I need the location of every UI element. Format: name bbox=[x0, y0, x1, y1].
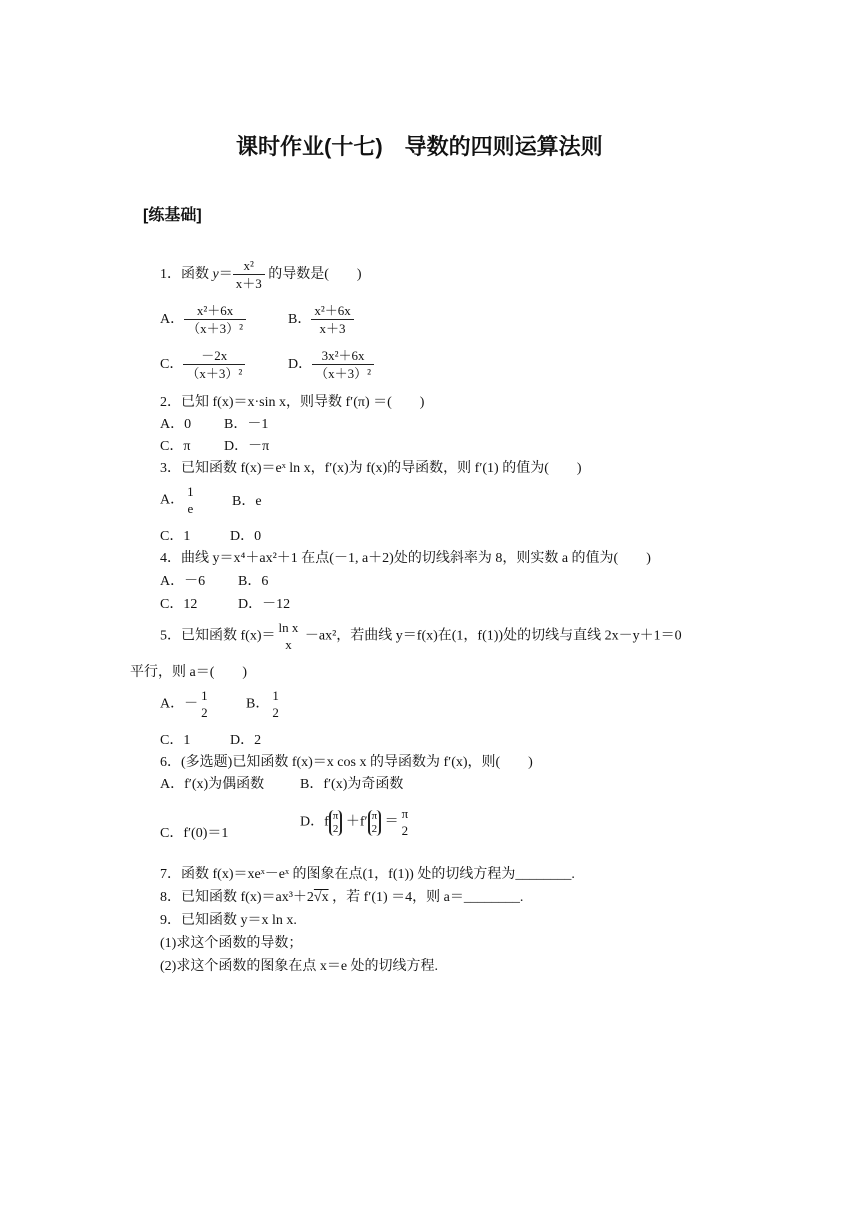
q1-b-frac bbox=[311, 303, 353, 337]
question-2-stem: 2．已知 f(x)＝x·sin x，则导数 f′(π) ＝( ) bbox=[160, 395, 425, 410]
q2-option-b: B．－1 bbox=[224, 417, 269, 432]
section-heading: [练基础] bbox=[143, 207, 202, 224]
q1-d-frac bbox=[312, 348, 374, 382]
q1-b-den: x＋3 bbox=[319, 321, 346, 336]
q6-d-label: D．f bbox=[300, 814, 329, 830]
q7-text-a: 7．函数 f(x)＝xeˣ－eˣ 的图象在点 bbox=[160, 867, 363, 882]
q5-stem-continued: 平行，则 a＝( ) bbox=[130, 665, 248, 680]
q3-a-label: A． bbox=[160, 492, 185, 508]
q1-d-label: D． bbox=[288, 357, 313, 373]
q6-d-arg2-two: 2 bbox=[371, 822, 378, 835]
q1-c-label: C． bbox=[160, 357, 184, 373]
q5-option-d: D．2 bbox=[230, 733, 262, 748]
q3-option-d: D．0 bbox=[230, 529, 262, 544]
q1-a-num: x²＋6x bbox=[184, 303, 246, 320]
q1-option-d bbox=[288, 348, 374, 382]
q5-a-frac bbox=[198, 688, 211, 721]
q6-option-c: C．f′(0)＝1 bbox=[160, 826, 229, 841]
q5-a-label: A．－ bbox=[160, 696, 199, 712]
q3-a-frac bbox=[184, 484, 197, 517]
q1-option-b bbox=[288, 303, 354, 337]
q6-d-eq: ＝ bbox=[384, 814, 399, 830]
q5-option-c: C．1 bbox=[160, 733, 191, 748]
q5-b-num: 1 bbox=[272, 688, 279, 703]
question-7-stem bbox=[160, 866, 575, 884]
q5-text-b: －ax²，若曲线 y＝f(x)在(1，f(1))处的切线与直线 2x－y＋1＝0 bbox=[301, 628, 682, 644]
q6-d-arg1-two: 2 bbox=[332, 822, 339, 835]
q5-a-num: 1 bbox=[201, 688, 208, 703]
question-1-stem bbox=[160, 258, 362, 292]
q3-a-den: e bbox=[187, 501, 194, 516]
q1-c-frac bbox=[183, 348, 245, 382]
q5-b-label: B． bbox=[246, 696, 270, 712]
q5-b-frac bbox=[269, 688, 282, 721]
question-6-stem: 6．(多选题)已知函数 f(x)＝x cos x 的导函数为 f′(x)，则( ) bbox=[160, 755, 533, 770]
q1-option-a bbox=[160, 303, 246, 337]
q4-option-a: A．－6 bbox=[160, 574, 206, 589]
q7-text-b: 处的切线方程为________. bbox=[413, 867, 575, 882]
q1-den: x＋3 bbox=[235, 276, 262, 291]
q4-option-d: D．－12 bbox=[238, 597, 291, 612]
question-8-stem bbox=[160, 889, 523, 907]
q4-option-c: C．12 bbox=[160, 597, 198, 612]
q2-option-d: D．－π bbox=[224, 439, 270, 454]
q1-fraction bbox=[233, 258, 265, 292]
q6-option-a: A．f′(x)为偶函数 bbox=[160, 777, 265, 792]
q6-d-mid: ＋f′ bbox=[345, 814, 368, 830]
q3-a-num: 1 bbox=[187, 484, 194, 499]
q1-a-den: （x＋3）² bbox=[187, 321, 244, 336]
q8-text-a: 8．已知函数 f(x)＝ax³＋2 bbox=[160, 890, 314, 905]
q3-option-a bbox=[160, 484, 197, 517]
q1-b-label: B． bbox=[288, 312, 312, 328]
question-4-stem: 4．曲线 y＝x⁴＋ax²＋1 在点(－1, a＋2)处的切线斜率为 8，则实数 a 的值为( ) bbox=[160, 551, 651, 566]
q3-option-c: C．1 bbox=[160, 529, 191, 544]
q1-b-num: x²＋6x bbox=[311, 303, 353, 320]
question-9-stem: 9．已知函数 y＝x ln x. bbox=[160, 913, 297, 928]
q1-c-num: －2x bbox=[183, 348, 245, 365]
q6-d-frac-two: 2 bbox=[401, 823, 409, 838]
q6-option-b: B．f′(x)为奇函数 bbox=[300, 777, 404, 792]
q5-a-den: 2 bbox=[201, 705, 208, 720]
q6-d-arg2-pi: π bbox=[371, 809, 378, 822]
q1-c-den: （x＋3）² bbox=[186, 366, 243, 381]
q1-text-b: 的导数是( ) bbox=[264, 267, 362, 283]
q6-d-arg1-pi: π bbox=[332, 809, 339, 822]
q5-option-a bbox=[160, 688, 211, 721]
q8-text-b: ，若 f′(1) ＝4，则 a＝________. bbox=[328, 890, 524, 905]
q3-option-b: B．e bbox=[232, 494, 262, 509]
question-3-stem: 3．已知函数 f(x)＝eˣ ln x，f′(x)为 f(x)的导函数，则 f′(1) 的值为( ) bbox=[160, 461, 582, 476]
q6-d-frac-pi: π bbox=[401, 806, 409, 821]
q1-a-label: A． bbox=[160, 312, 185, 328]
q5-b-den: 2 bbox=[272, 705, 279, 720]
q2-option-c: C．π bbox=[160, 439, 191, 454]
page-title: 课时作业(十七) 导数的四则运算法则 bbox=[236, 134, 603, 159]
q5-num: ln x bbox=[278, 620, 299, 635]
q6-d-arg2 bbox=[368, 810, 382, 836]
q6-option-d bbox=[300, 806, 411, 839]
q7-point: (1，f(1)) bbox=[362, 867, 414, 882]
q2-option-a: A．0 bbox=[160, 417, 192, 432]
q5-option-b bbox=[246, 688, 282, 721]
q4-option-b: B．6 bbox=[238, 574, 269, 589]
q1-d-den: （x＋3）² bbox=[315, 366, 372, 381]
q1-num: x² bbox=[233, 258, 265, 275]
q8-sqrt: √x bbox=[313, 890, 329, 905]
q6-d-frac bbox=[399, 806, 412, 839]
q9-sub-1: (1)求这个函数的导数； bbox=[160, 936, 303, 951]
q9-sub-2: (2)求这个函数的图象在点 x＝e 处的切线方程. bbox=[160, 959, 439, 974]
q1-eq: ＝ bbox=[218, 267, 233, 283]
q1-var: y bbox=[212, 267, 219, 283]
q5-den: x bbox=[285, 637, 292, 652]
q1-d-num: 3x²＋6x bbox=[312, 348, 374, 365]
q1-a-frac bbox=[184, 303, 246, 337]
q1-text-a: 1．函数 bbox=[160, 267, 213, 283]
q5-text-a: 5．已知函数 f(x)＝ bbox=[160, 628, 276, 644]
q6-d-arg1 bbox=[329, 810, 343, 836]
q1-option-c bbox=[160, 348, 245, 382]
question-5-stem bbox=[160, 620, 682, 653]
q5-fraction bbox=[276, 620, 302, 653]
